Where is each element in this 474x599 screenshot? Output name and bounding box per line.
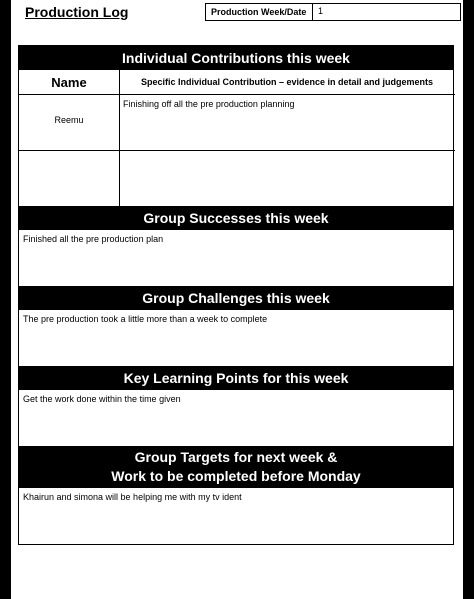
contribution-column-header: Specific Individual Contribution – evidence in detail and judgements [140, 77, 434, 87]
week-date-box [205, 3, 461, 21]
name-column-header: Name [51, 74, 87, 90]
targets-heading [19, 446, 453, 488]
challenges-heading: Group Challenges this week [19, 286, 453, 310]
successes-heading: Group Successes this week [19, 206, 453, 230]
targets-heading-line2: Work to be completed before Monday [111, 468, 361, 484]
contribution-name-cell[interactable] [19, 151, 119, 206]
targets-heading-line1: Group Targets for next week & [134, 449, 338, 465]
learning-heading: Key Learning Points for this week [19, 366, 453, 390]
contribution-text-cell[interactable]: Finishing off all the pre production planning [123, 99, 295, 109]
challenges-text[interactable]: The pre production took a little more than a week to complete [23, 314, 268, 324]
document-page [11, 0, 463, 599]
successes-text[interactable]: Finished all the pre production plan [23, 234, 164, 244]
contribution-name-cell[interactable]: Reemu [54, 114, 84, 125]
production-log-form [18, 45, 454, 545]
learning-text[interactable]: Get the work done within the time given [23, 394, 181, 404]
page-title: Production Log [25, 4, 129, 20]
targets-text[interactable]: Khairun and simona will be helping me with my tv ident [23, 492, 242, 502]
week-date-value[interactable]: 1 [318, 6, 324, 16]
week-date-label: Production Week/Date [206, 4, 313, 20]
column-divider [119, 70, 120, 206]
contributions-heading: Individual Contributions this week [19, 46, 453, 70]
